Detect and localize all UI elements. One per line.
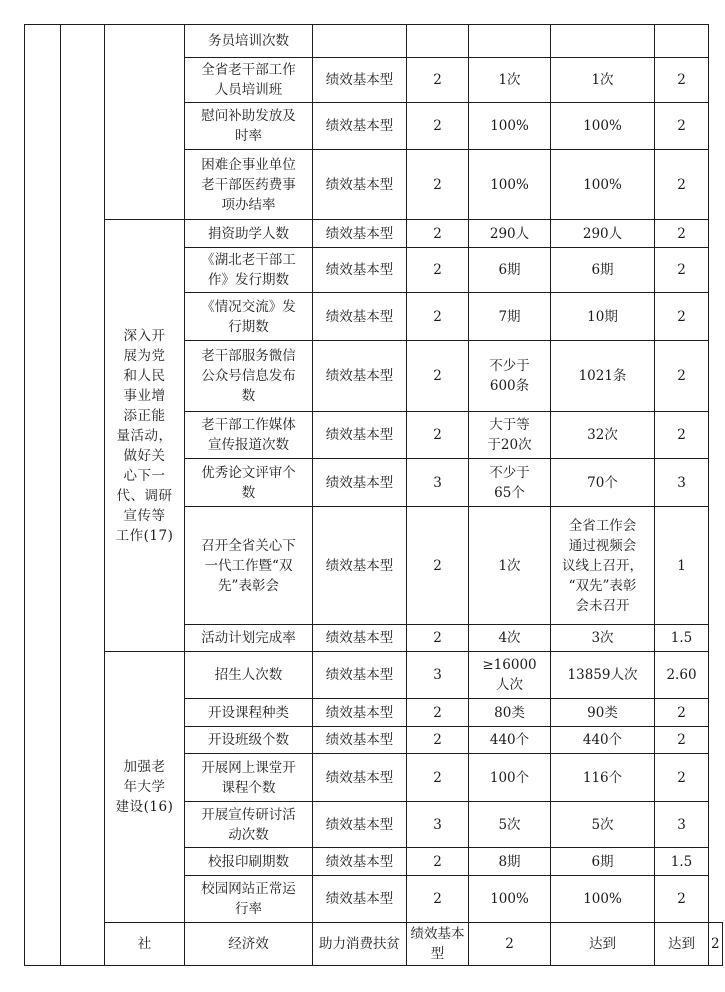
indicator-cell: 校报印刷期数 <box>185 848 313 876</box>
actual-cell <box>551 25 655 58</box>
score-cell: 2 <box>655 727 709 754</box>
actual-cell: 116个 <box>551 754 655 802</box>
indicator-cell: 召开全省关心下 一代工作暨“双 先”表彰会 <box>185 507 313 625</box>
type-cell: 绩效基本型 <box>313 652 407 699</box>
weight-cell: 2 <box>407 507 469 625</box>
actual-cell: 100% <box>551 876 655 923</box>
type-cell: 绩效基本型 <box>313 103 407 150</box>
type-cell: 绩效基本型 <box>313 507 407 625</box>
actual-cell: 1021条 <box>551 341 655 412</box>
weight-cell: 2 <box>407 103 469 150</box>
target-cell: 1次 <box>469 507 551 625</box>
score-cell: 2 <box>655 103 709 150</box>
actual-cell: 100% <box>551 103 655 150</box>
actual-cell: 100% <box>551 150 655 220</box>
type-cell: 绩效基本型 <box>313 876 407 923</box>
score-cell <box>655 25 709 58</box>
group-cell-publicity: 深入开 展为党 和人民 事业增 添正能 量活动， 做好关 心下一 代、调研 宣传等 工作(17) <box>105 220 185 652</box>
weight-cell: 3 <box>407 459 469 507</box>
type-cell: 绩效基本型 <box>313 754 407 802</box>
weight-cell <box>407 25 469 58</box>
target-cell: 1次 <box>469 58 551 103</box>
indicator-cell: 全省老干部工作 人员培训班 <box>185 58 313 103</box>
target-cell: 80类 <box>469 699 551 727</box>
target-cell: 5次 <box>469 802 551 848</box>
outer-category-cell <box>25 25 61 966</box>
actual-cell: 290人 <box>551 220 655 248</box>
actual-cell: 13859人次 <box>551 652 655 699</box>
type-cell: 绩效基本型 <box>313 150 407 220</box>
indicator-cell: 《湖北老干部工 作》发行期数 <box>185 248 313 293</box>
score-cell: 2 <box>655 876 709 923</box>
table-body <box>25 25 723 966</box>
actual-cell: 440个 <box>551 727 655 754</box>
weight-cell: 2 <box>407 699 469 727</box>
weight-cell: 3 <box>407 802 469 848</box>
target-cell: 6期 <box>469 248 551 293</box>
weight-cell: 2 <box>407 848 469 876</box>
actual-cell: 32次 <box>551 412 655 459</box>
type-cell: 绩效基本型 <box>313 802 407 848</box>
target-cell: 290人 <box>469 220 551 248</box>
weight-cell: 2 <box>407 220 469 248</box>
target-cell: 4次 <box>469 625 551 652</box>
type-cell: 绩效基本型 <box>313 412 407 459</box>
type-cell: 绩效基本型 <box>313 220 407 248</box>
indicator-cell: 捐资助学人数 <box>185 220 313 248</box>
score-cell: 2 <box>655 220 709 248</box>
target-cell: 7期 <box>469 293 551 341</box>
target-cell: ≥16000 人次 <box>469 652 551 699</box>
indicator-cell: 慰问补助发放及 时率 <box>185 103 313 150</box>
target-cell: 100个 <box>469 754 551 802</box>
score-cell: 2 <box>655 58 709 103</box>
table-row <box>25 652 723 699</box>
indicator-cell: 《情况交流》发 行期数 <box>185 293 313 341</box>
type-cell <box>313 25 407 58</box>
type-cell: 绩效基本型 <box>407 923 469 966</box>
indicator-cell: 开展网上课堂开 课程个数 <box>185 754 313 802</box>
type-cell: 绩效基本型 <box>313 625 407 652</box>
score-cell: 2 <box>655 150 709 220</box>
type-cell: 绩效基本型 <box>313 341 407 412</box>
indicator-cell: 校园网站正常运 行率 <box>185 876 313 923</box>
group-cell-elder-university: 加强老 年大学 建设(16) <box>105 652 185 923</box>
score-cell: 3 <box>655 459 709 507</box>
indicator-cell: 招生人次数 <box>185 652 313 699</box>
weight-cell: 2 <box>407 412 469 459</box>
type-cell: 绩效基本型 <box>313 58 407 103</box>
target-cell: 达到 <box>551 923 655 966</box>
group-cell-previous <box>105 25 185 220</box>
weight-cell: 2 <box>407 625 469 652</box>
actual-cell: 1次 <box>551 58 655 103</box>
indicator-cell: 老干部工作媒体 宣传报道次数 <box>185 412 313 459</box>
type-cell: 绩效基本型 <box>313 293 407 341</box>
score-cell: 3 <box>655 802 709 848</box>
indicator-cell: 开设班级个数 <box>185 727 313 754</box>
weight-cell: 2 <box>407 876 469 923</box>
target-cell: 100% <box>469 103 551 150</box>
indicator-cell: 助力消费扶贫 <box>313 923 407 966</box>
weight-cell: 2 <box>407 727 469 754</box>
type-cell: 绩效基本型 <box>313 848 407 876</box>
weight-cell: 2 <box>407 58 469 103</box>
target-cell: 440个 <box>469 727 551 754</box>
weight-cell: 2 <box>407 248 469 293</box>
weight-cell: 3 <box>407 652 469 699</box>
actual-cell: 6期 <box>551 248 655 293</box>
actual-cell: 90类 <box>551 699 655 727</box>
score-cell: 2 <box>655 754 709 802</box>
indicator-cell: 开设课程种类 <box>185 699 313 727</box>
indicator-cell: 活动计划完成率 <box>185 625 313 652</box>
target-cell: 8期 <box>469 848 551 876</box>
weight-cell: 2 <box>407 150 469 220</box>
weight-cell: 2 <box>469 923 551 966</box>
target-cell: 100% <box>469 876 551 923</box>
type-cell: 绩效基本型 <box>313 459 407 507</box>
indicator-cell: 困难企事业单位 老干部医药费事 项办结率 <box>185 150 313 220</box>
target-cell: 不少于 65个 <box>469 459 551 507</box>
target-cell: 大于等 于20次 <box>469 412 551 459</box>
actual-cell: 70个 <box>551 459 655 507</box>
indicator-cell: 老干部服务微信 公众号信息发布 数 <box>185 341 313 412</box>
weight-cell: 2 <box>407 754 469 802</box>
actual-cell: 10期 <box>551 293 655 341</box>
score-cell: 2 <box>655 248 709 293</box>
indicator-cell: 优秀论文评审个 数 <box>185 459 313 507</box>
actual-cell: 6期 <box>551 848 655 876</box>
type-cell: 绩效基本型 <box>313 248 407 293</box>
score-cell: 1.5 <box>655 848 709 876</box>
group-cell-economic: 经济效 <box>185 923 313 966</box>
indicator-cell: 开展宣传研讨活 动次数 <box>185 802 313 848</box>
type-cell: 绩效基本型 <box>313 727 407 754</box>
secondary-category-cell: 社 <box>105 923 185 966</box>
target-cell <box>469 25 551 58</box>
target-cell: 不少于 600条 <box>469 341 551 412</box>
weight-cell: 2 <box>407 341 469 412</box>
weight-cell: 2 <box>407 293 469 341</box>
score-cell: 2 <box>655 293 709 341</box>
score-cell: 2 <box>709 923 723 966</box>
table-row <box>25 923 723 966</box>
type-cell: 绩效基本型 <box>313 699 407 727</box>
actual-cell: 3次 <box>551 625 655 652</box>
score-cell: 2 <box>655 341 709 412</box>
target-cell: 100% <box>469 150 551 220</box>
score-cell: 1 <box>655 507 709 625</box>
score-cell: 2 <box>655 412 709 459</box>
actual-cell: 达到 <box>655 923 709 966</box>
score-cell: 2.60 <box>655 652 709 699</box>
table-row <box>25 220 723 248</box>
secondary-category-cell <box>61 25 105 966</box>
score-cell: 2 <box>655 699 709 727</box>
performance-evaluation-table <box>24 24 723 966</box>
score-cell: 1.5 <box>655 625 709 652</box>
actual-cell: 全省工作会 通过视频会 议线上召开， “双先”表彰 会未召开 <box>551 507 655 625</box>
indicator-cell: 务员培训次数 <box>185 25 313 58</box>
actual-cell: 5次 <box>551 802 655 848</box>
table-row <box>25 25 723 58</box>
